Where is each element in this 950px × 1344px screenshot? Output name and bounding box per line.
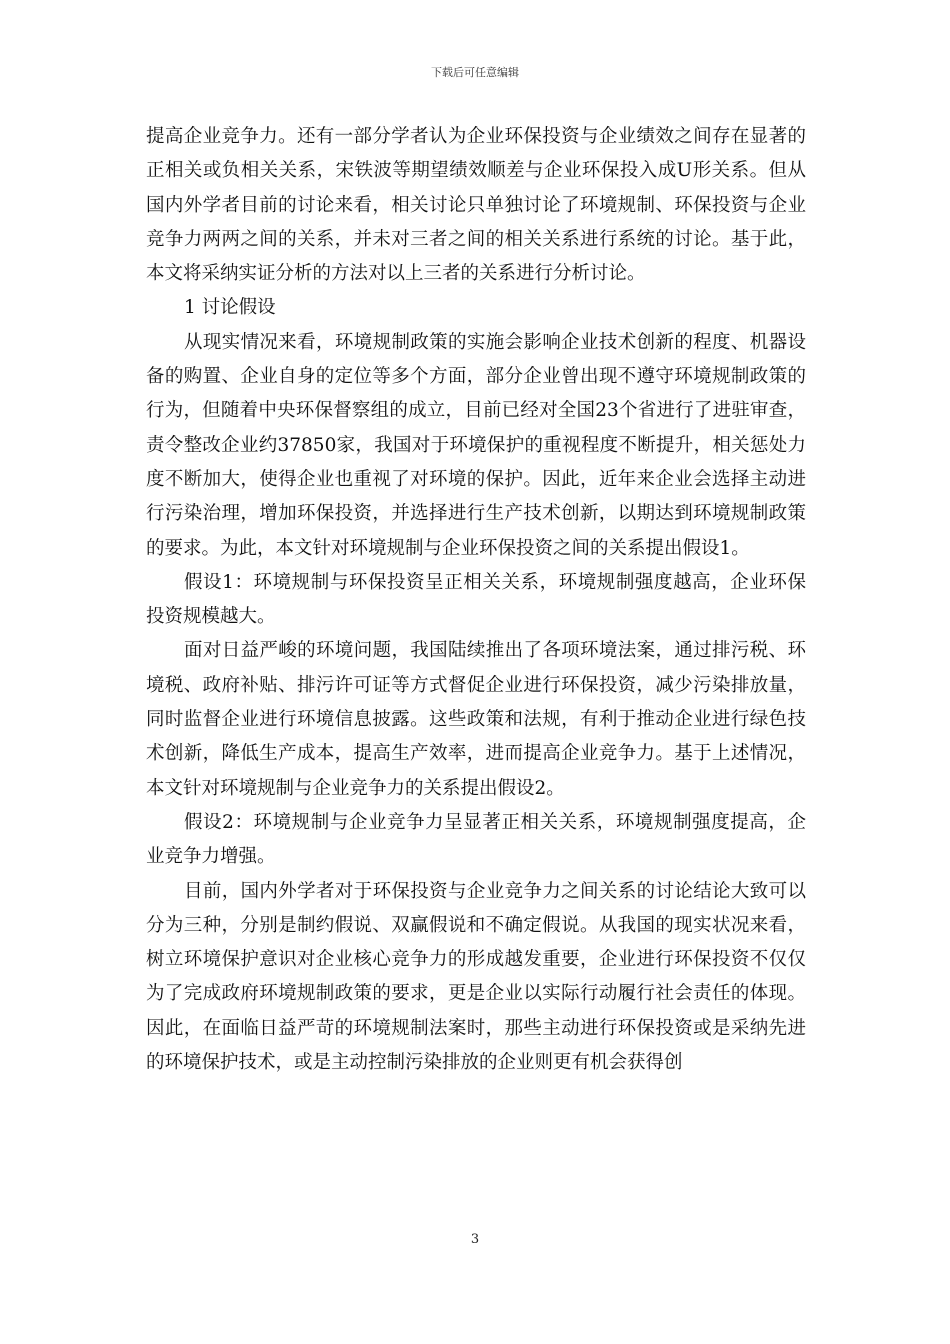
paragraph-literature-summary: 提高企业竞争力。还有一部分学者认为企业环保投资与企业绩效之间存在显著的正相关或负相关关系，宋铁波等期望绩效顺差与企业环保投入成U形关系。但从国内外学者目前的讨论来看，相关讨论只单独讨论了环境规制、环保投资与企业竞争力两两之间的关系，并未对三者之间的相关关系进行系统的讨论。基于此，本文将采纳实证分析的方法对以上三者的关系进行分析讨论。 bbox=[146, 126, 806, 285]
page-header: 下载后可任意编辑 bbox=[431, 66, 519, 79]
paragraph-investment-competitiveness: 目前，国内外学者对于环保投资与企业竞争力之间关系的讨论结论大致可以分为三种，分别是制约假说、双赢假说和不确定假说。从我国的现实状况来看，树立环境保护意识对企业核心竞争力的形成越发重要，企业进行环保投资不仅仅为了完成政府环境规制政策的要求，更是企业以实际行动履行社会责任的体现。因此，在面临日益严苛的环境规制法案时，那些主动进行环保投资或是采纳先进的环境保护技术，或是主动控制污染排放的企业则更有机会获得创 bbox=[146, 880, 806, 1074]
paragraph-regulation-investment: 从现实情况来看，环境规制政策的实施会影响企业技术创新的程度、机器设备的购置、企业自身的定位等多个方面，部分企业曾出现不遵守环境规制政策的行为，但随着中央环保督察组的成立，目前已经对全国23个省进行了进驻审查，责令整改企业约37850家，我国对于环境保护的重视程度不断提升，相关惩处力度不断加大，使得企业也重视了对环境的保护。因此，近年来企业会选择主动进行污染治理，增加环保投资，并选择进行生产技术创新，以期达到环境规制政策的要求。为此，本文针对环境规制与企业环保投资之间的关系提出假设1。 bbox=[146, 331, 806, 559]
page-number: 3 bbox=[470, 1232, 480, 1247]
section-heading-hypotheses: 1 讨论假设 bbox=[184, 297, 276, 319]
body-text bbox=[146, 120, 806, 1080]
paragraph-regulation-competitiveness: 面对日益严峻的环境问题，我国陆续推出了各项环境法案，通过排污税、环境税、政府补贴、排污许可证等方式督促企业进行环保投资，减少污染排放量，同时监督企业进行环境信息披露。这些政策和法规，有利于推动企业进行绿色技术创新，降低生产成本，提高生产效率，进而提高企业竞争力。基于上述情况，本文针对环境规制与企业竞争力的关系提出假设2。 bbox=[146, 640, 806, 799]
hypothesis-1: 假设1：环境规制与环保投资呈正相关关系，环境规制强度越高，企业环保投资规模越大。 bbox=[146, 571, 806, 628]
hypothesis-2: 假设2：环境规制与企业竞争力呈显著正相关关系，环境规制强度提高，企业竞争力增强。 bbox=[146, 811, 806, 868]
